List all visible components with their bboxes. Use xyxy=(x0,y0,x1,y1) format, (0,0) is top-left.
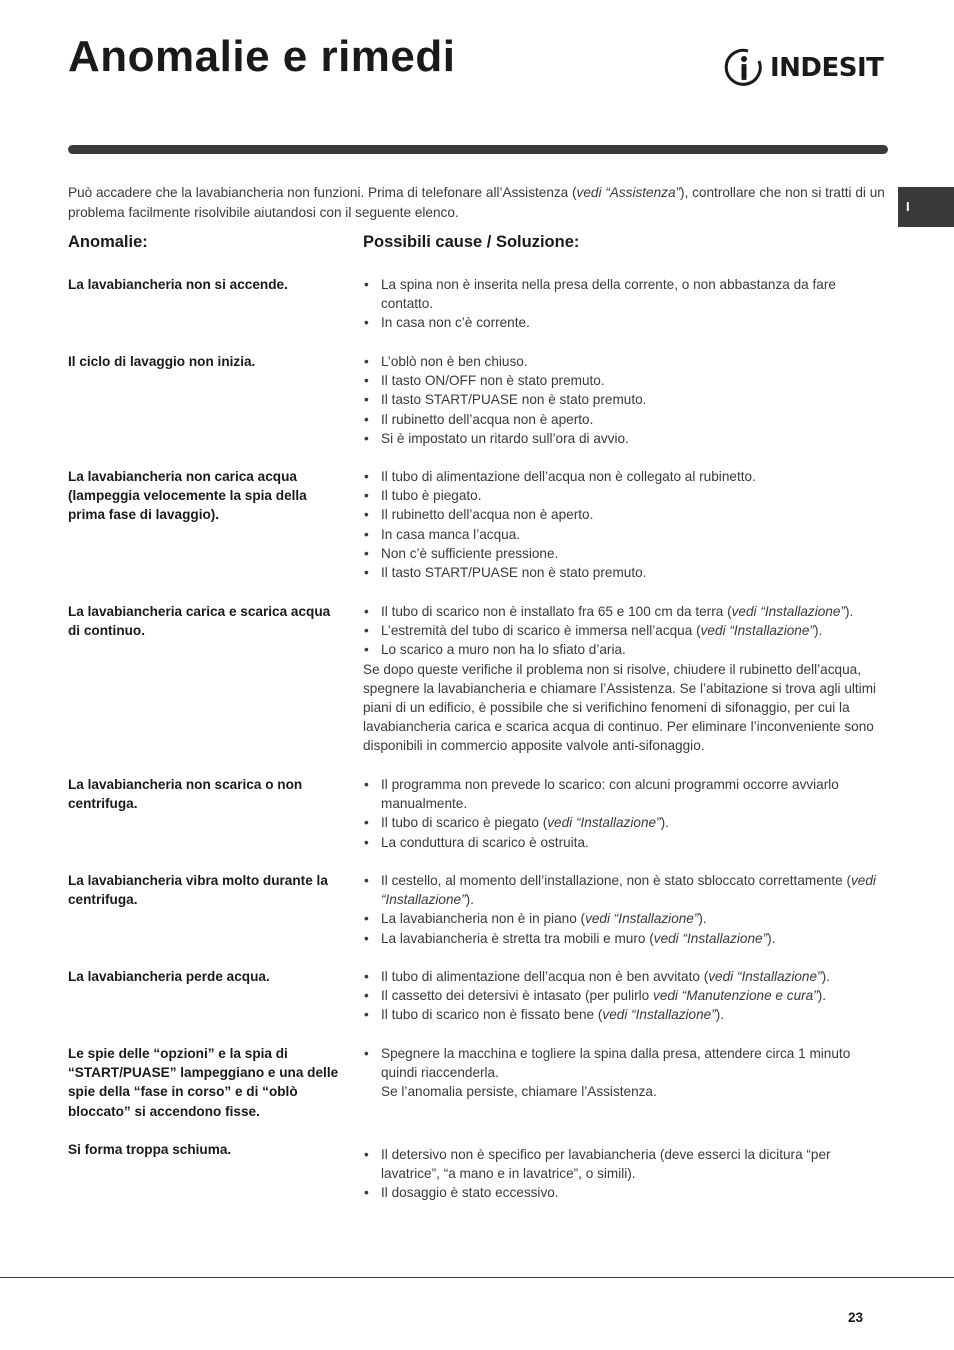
brand-wordmark: INDESIT xyxy=(770,53,884,83)
cause-text: In casa manca l’acqua. xyxy=(381,526,521,542)
cause-item xyxy=(363,1044,888,1102)
cause-text: Spegnere la macchina e togliere la spina dalla presa, attendere circa 1 minuto quindi riaccenderla. xyxy=(381,1046,851,1081)
cause-item xyxy=(363,833,888,852)
cause-item xyxy=(363,275,888,313)
cause-text: Il tubo di scarico è piegato ( xyxy=(381,815,548,831)
solutions-column-heading: Possibili cause / Soluzione: xyxy=(363,233,580,251)
cause-text: Il programma non prevede lo scarico: con alcuni programmi occorre avviarlo manualmente. xyxy=(381,777,839,812)
cause-item xyxy=(363,909,888,928)
cause-text: Il dosaggio è stato eccessivo. xyxy=(381,1185,559,1201)
cause-text: Il cassetto dei detersivi è intasato (per pulirlo xyxy=(381,988,654,1004)
cause-text: Si è impostato un ritardo sull’ora di avvio. xyxy=(381,430,629,446)
cause-reference: vedi “Installazione” xyxy=(547,815,661,831)
cause-item xyxy=(363,525,888,544)
page-title: Anomalie e rimedi xyxy=(68,32,456,81)
solution-cell xyxy=(363,352,888,448)
cause-text-tail: ). xyxy=(844,604,854,619)
cause-text-tail: ). xyxy=(767,930,776,946)
solution-cell xyxy=(363,871,888,948)
cause-item xyxy=(363,505,888,524)
solution-paragraph: Se dopo queste verifiche il problema non si risolve, chiudere il rubinetto dell’acqua, spegnere la lavabiancheria e chiamare l’Assistenza. Se l’abitazione si trova agli ultimi piani di un edificio, è possibile che si verifichino fenomeni di sifonaggio, per cui la lavabiancheria carica e scarica acqua di continuo. Per eliminare l’inconveniente sono disponibili in commercio apposite valvole anti-sifonaggio. xyxy=(363,661,877,754)
cause-text: Il tubo di scarico non è installato fra 65 e 100 cm da terra ( xyxy=(381,604,732,619)
cause-list xyxy=(363,871,888,948)
cause-list xyxy=(363,775,888,852)
brand-logo xyxy=(724,48,883,88)
cause-item xyxy=(363,1145,888,1183)
page-number: 23 xyxy=(848,1310,864,1325)
cause-reference: vedi “Installazione” xyxy=(700,623,814,639)
cause-item xyxy=(363,871,888,909)
cause-text: Lo scarico a muro non ha lo sfiato d’aria. xyxy=(381,642,626,658)
cause-reference: vedi “Installazione” xyxy=(602,1007,716,1023)
cause-list xyxy=(363,602,888,660)
cause-text: Il tasto ON/OFF non è stato premuto. xyxy=(381,373,605,389)
cause-item xyxy=(363,967,888,986)
cause-text-tail: ). xyxy=(813,623,823,639)
solution-cell xyxy=(363,1044,888,1102)
anomaly-label: La lavabiancheria vibra molto durante la centrifuga. xyxy=(68,873,328,908)
cause-reference: vedi “Installazione” xyxy=(653,930,768,946)
intro-reference: vedi “Assistenza” xyxy=(576,185,681,200)
cause-item xyxy=(363,1005,888,1024)
anomaly-label: Si forma troppa schiuma. xyxy=(68,1142,232,1157)
cause-text: La lavabiancheria non è in piano ( xyxy=(381,911,586,927)
anomaly-label: La lavabiancheria non carica acqua (lampeggia velocemente la spia della prima fase di lavaggio). xyxy=(68,469,307,523)
solution-cell xyxy=(363,602,888,756)
cause-text-tail: ). xyxy=(715,1007,725,1023)
anomaly-label: Il ciclo di lavaggio non inizia. xyxy=(68,354,256,369)
solution-cell xyxy=(363,967,888,1025)
cause-item xyxy=(363,352,888,371)
cause-list xyxy=(363,352,888,448)
cause-text: Il tubo è piegato. xyxy=(381,488,482,504)
cause-reference: vedi “Installazione” xyxy=(585,911,699,927)
cause-text: La lavabiancheria è stretta tra mobili e muro ( xyxy=(381,930,654,946)
cause-item xyxy=(363,621,888,640)
solution-cell xyxy=(363,467,888,582)
cause-item xyxy=(363,986,888,1005)
cause-text: Il tasto START/PUASE non è stato premuto. xyxy=(381,565,647,581)
anomaly-label: La lavabiancheria non scarica o non centrifuga. xyxy=(68,777,303,812)
anomaly-label: La lavabiancheria perde acqua. xyxy=(68,969,270,984)
cause-text: Il detersivo non è specifico per lavabiancheria (deve esserci la dicitura “per lavatrice”, “a mano e in lavatrice”, o simili). xyxy=(381,1147,831,1182)
cause-note: Se l’anomalia persiste, chiamare l’Assistenza. xyxy=(381,1084,657,1100)
cause-item xyxy=(363,929,888,948)
cause-text: L’oblò non è ben chiuso. xyxy=(381,354,528,369)
cause-list xyxy=(363,1145,888,1203)
intro-paragraph: Può accadere che la lavabiancheria non funzioni. Prima di telefonare all’Assistenza (vedi “Assistenza”), controllare che non si tratti di un problema facilmente risolvibile aiutandosi con il seguente elenco. xyxy=(68,185,885,220)
cause-text: La spina non è inserita nella presa della corrente, o non abbastanza da fare contatto. xyxy=(381,277,836,312)
anomalies-column-heading: Anomalie: xyxy=(68,233,148,251)
cause-item xyxy=(363,313,888,332)
cause-reference: vedi “Installazione” xyxy=(708,969,822,984)
cause-item xyxy=(363,467,888,486)
cause-text: Il rubinetto dell’acqua non è aperto. xyxy=(381,411,594,427)
cause-text-tail: ). xyxy=(660,815,669,831)
cause-text: In casa non c’è corrente. xyxy=(381,315,530,331)
cause-text: Il tubo di scarico non è fissato bene ( xyxy=(381,1007,603,1023)
cause-item xyxy=(363,775,888,813)
cause-text-tail: ). xyxy=(698,911,707,927)
cause-item xyxy=(363,563,888,582)
solution-cell xyxy=(363,775,888,852)
cause-text-tail: ). xyxy=(465,892,474,908)
cause-text: La conduttura di scarico è ostruita. xyxy=(381,834,589,850)
cause-item xyxy=(363,429,888,448)
header-rule xyxy=(68,145,888,154)
anomaly-label: La lavabiancheria carica e scarica acqua di continuo. xyxy=(68,604,331,639)
cause-text: Il tasto START/PUASE non è stato premuto. xyxy=(381,392,647,408)
cause-text: Il cestello, al momento dell’installazione, non è stato sbloccato correttamente ( xyxy=(381,873,851,888)
cause-reference: vedi “Installazione” xyxy=(731,604,845,619)
cause-item xyxy=(363,371,888,390)
cause-text: Il tubo di alimentazione dell’acqua non è ben avvitato ( xyxy=(381,969,709,984)
cause-text-tail: ). xyxy=(821,969,830,984)
anomaly-label: La lavabiancheria non si accende. xyxy=(68,277,288,292)
cause-reference: vedi “Manutenzione e cura” xyxy=(653,988,818,1004)
cause-item xyxy=(363,813,888,832)
cause-item xyxy=(363,486,888,505)
solution-cell xyxy=(363,275,888,333)
cause-text: Il tubo di alimentazione dell’acqua non è collegato al rubinetto. xyxy=(381,469,756,484)
solution-cell xyxy=(363,1145,888,1203)
language-tab: I xyxy=(898,187,954,227)
cause-text: Il rubinetto dell’acqua non è aperto. xyxy=(381,507,594,523)
cause-list xyxy=(363,1044,888,1102)
cause-item xyxy=(363,640,888,659)
cause-item xyxy=(363,544,888,563)
anomaly-label: Le spie delle “opzioni” e la spia di “START/PUASE” lampeggiano e una delle spie della “fase in corso” e di “oblò bloccato” si accendono fisse. xyxy=(68,1046,339,1119)
indesit-logo-icon xyxy=(724,48,766,88)
cause-reference: vedi “Installazione” xyxy=(381,873,876,908)
cause-text-tail: ). xyxy=(817,988,827,1004)
cause-list xyxy=(363,967,888,1025)
cause-text: L’estremità del tubo di scarico è immersa nell’acqua ( xyxy=(381,623,701,639)
cause-text: Non c’è sufficiente pressione. xyxy=(381,545,559,561)
cause-item xyxy=(363,602,888,621)
cause-item xyxy=(363,1183,888,1202)
footer-rule xyxy=(0,1277,954,1278)
cause-list xyxy=(363,275,888,333)
cause-item xyxy=(363,410,888,429)
cause-list xyxy=(363,467,888,582)
cause-item xyxy=(363,390,888,409)
